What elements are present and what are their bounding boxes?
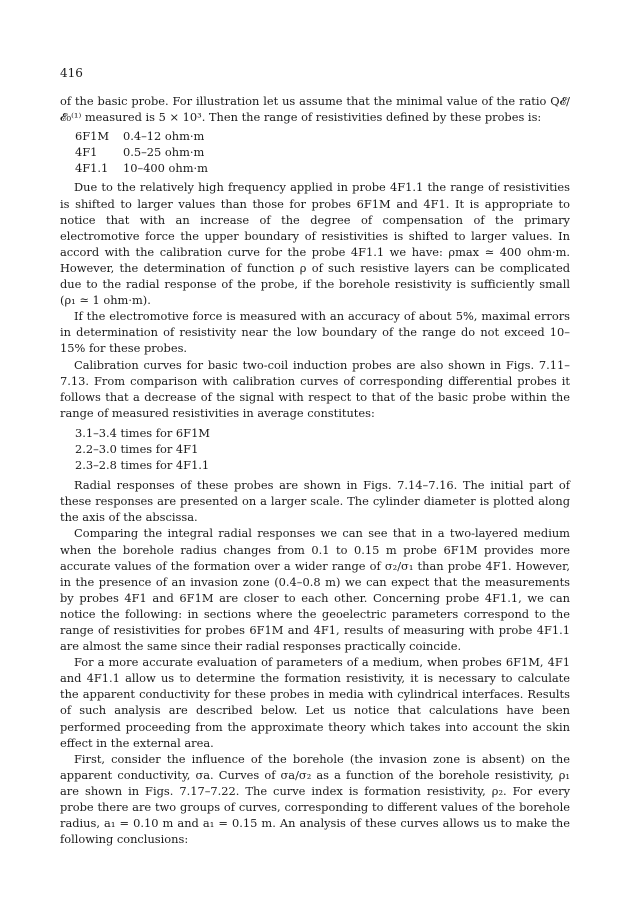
probe-range: 0.4–12 ohm·m	[123, 129, 205, 144]
body-text	[60, 93, 570, 847]
table-row	[75, 160, 208, 176]
paragraph-2: Due to the relatively high frequency applied in probe 4F1.1 the range of resistivities is shifted to larger values than those for probes 6F1M and 4F1. It is appropriate to notice that with an increase of the degree of compensation of the primary electromotive force the upper boundary of resistivities is shifted to larger values. In accord with the calibration curve for the probe 4F1.1 we have: ρmax ≃ 400 ohm·m. However, the determination of function ρ of such resistive layers can be complicated due to the radial response of the probe, if the borehole resistivity is sufficiently small (ρ₁ ≃ 1 ohm·m).	[60, 180, 570, 308]
paragraph-5: Radial responses of these probes are shown in Figs. 7.14–7.16. The initial part of these responses are presented on a larger scale. The cylinder diameter is plotted along the axis of the abscissa.	[60, 478, 570, 525]
probe-name: 4F1	[75, 145, 98, 160]
page-number: 416	[60, 66, 83, 80]
probe-name: 6F1M	[75, 129, 110, 144]
paragraph-8: First, consider the influence of the borehole (the invasion zone is absent) on the apparent conductivity, σa. Curves of σa/σ₂ as a function of the borehole resistivity, ρ₁ are shown in Figs. 7.17–7.22. The curve index is formation resistivity, ρ₂. For every probe there are two groups of curves, corresponding to different values of the borehole radius, a₁ = 0.10 m and a₁ = 0.15 m. An analysis of these curves allows us to make the following conclusions:	[60, 751, 570, 847]
list-item: 3.1–3.4 times for 6F1M	[75, 425, 210, 440]
signal-decrease-list	[75, 425, 570, 473]
paragraph-7: For a more accurate evaluation of parameters of a medium, when probes 6F1M, 4F1 and 4F1.1 allow us to determine the formation resistivity, it is necessary to calculate the apparent conductivity for these probes in media with cylindrical interfaces. Results of such analysis are described below. Let us notice that calculations have been performed proceeding from the approximate theory which takes into account the skin effect in the external area.	[60, 655, 570, 750]
list-item: 2.2–3.0 times for 4F1	[75, 441, 199, 456]
table-row	[75, 144, 208, 160]
paragraph-4: Calibration curves for basic two-coil induction probes are also shown in Figs. 7.11–7.13. From comparison with calibration curves of corresponding differential probes it follows that a decrease of the signal with respect to that of the basic probe within the range of measured resistivities in average constitutes:	[60, 357, 570, 420]
paragraph-1: of the basic probe. For illustration let us assume that the minimal value of the ratio Q𝓔/𝓔₀⁽¹⁾ measured is 5 × 10³. Then the range of resistivities defined by these probes is:	[60, 94, 570, 125]
paragraph-3: If the electromotive force is measured with an accuracy of about 5%, maximal errors in determination of resistivity near the low boundary of the range do not exceed 10–15% for these probes.	[60, 309, 570, 356]
probe-range: 10–400 ohm·m	[123, 161, 208, 176]
paragraph-6: Comparing the integral radial responses we can see that in a two-layered medium when the borehole radius changes from 0.1 to 0.15 m probe 6F1M provides more accurate values of the formation over a wider range of σ₂/σ₁ than probe 4F1. However, in the presence of an invasion zone (0.4–0.8 m) we can expect that the measurements by probes 4F1 and 6F1M are closer to each other. Concerning probe 4F1.1, we can notice the following: in sections where the geoelectric parameters correspond to the range of resistivities for probes 6F1M and 4F1, results of measuring with probe 4F1.1 are almost the same since their radial responses practically coincide.	[60, 526, 570, 654]
table-row	[75, 128, 208, 144]
probe-name: 4F1.1	[75, 161, 109, 176]
list-item: 2.3–2.8 times for 4F1.1	[75, 458, 210, 473]
probe-range: 0.5–25 ohm·m	[123, 145, 205, 160]
resistivity-range-table	[75, 128, 208, 176]
